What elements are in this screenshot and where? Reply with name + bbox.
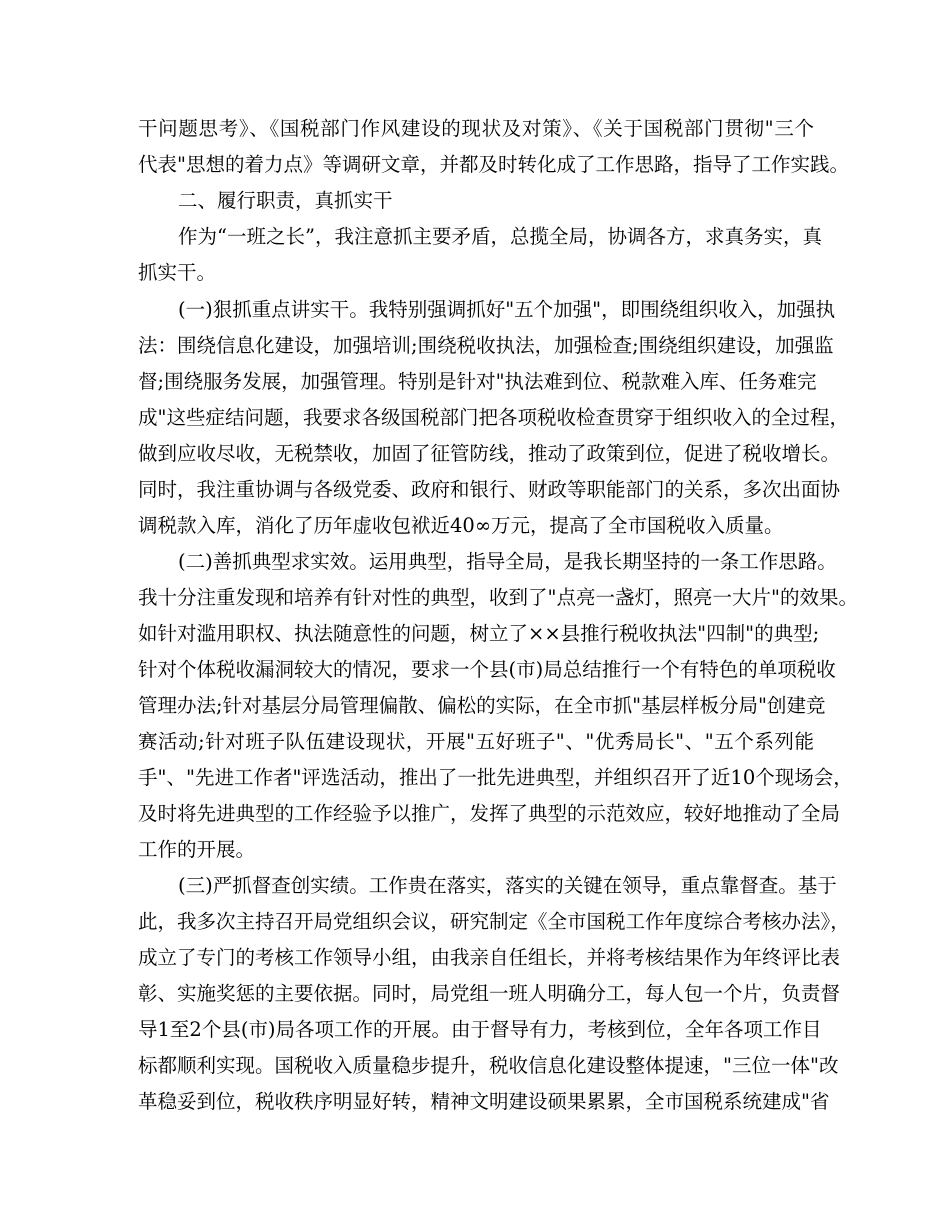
text-line: (二)善抓典型求实效。运用典型，指导全局，是我长期坚持的一条工作思路。 [178,550,837,573]
text-line: 成立了专门的考核工作领导小组，由我亲自任组长，并将考核结果作为年终评比表 [138,946,841,969]
text-line: 彰、实施奖惩的主要依据。同时，局党组一班人明确分工，每人包一个片，负责督 [138,982,841,1005]
text-line: 导1至2个县(市)局各项工作的开展。由于督导有力，考核到位，全年各项工作目 [138,1018,822,1041]
text-line: 调税款入库，消化了历年虚收包袱近40∞万元，提高了全市国税收入质量。 [138,514,784,537]
text-line: 督;围绕服务发展，加强管理。特别是针对"执法难到位、税款难入库、任务难完 [138,370,817,393]
text-line: 管理办法;针对基层分局管理偏散、偏松的实际，在全市抓"基层样板分局"创建竞 [138,694,826,717]
text-line: 工作的开展。 [138,838,256,861]
text-line: 针对个体税收漏洞较大的情况，要求一个县(市)局总结推行一个有特色的单项税收 [138,658,836,681]
text-line: 手"、"先进工作者"评选活动，推出了一批先进典型，并组织召开了近10个现场会， [138,766,853,789]
text-line: 法：围绕信息化建设，加强培训;围绕税收执法，加强检查;围绕组织建设，加强监 [138,334,834,357]
text-line: 我十分注重发现和培养有针对性的典型，收到了"点亮一盏灯，照亮一大片"的效果。 [138,586,858,609]
text-line: (一)狠抓重点讲实干。我特别强调抓好"五个加强"，即围绕组织收入，加强执 [178,298,836,321]
text-line: 同时，我注重协调与各级党委、政府和银行、财政等职能部门的关系，多次出面协 [138,478,841,501]
text-line: 此，我多次主持召开局党组织会议，研究制定《全市国税工作年度综合考核办法》， [138,910,850,933]
text-line: 革稳妥到位，税收秩序明显好转，精神文明建设硕果累累，全市国税系统建成"省 [138,1090,830,1113]
section-heading: 二、履行职责，真抓实干 [178,189,393,212]
text-line: (三)严抓督查创实绩。工作贵在落实，落实的关键在领导，重点靠督查。基于 [178,874,837,897]
text-line: 抓实干。 [138,261,217,284]
text-line: 赛活动;针对班子队伍建设现状，开展"五好班子"、"优秀局长"、"五个系列能 [138,730,814,753]
text-line: 如针对滥用职权、执法随意性的问题，树立了××县推行税收执法"四制"的典型; [138,622,820,645]
text-line: 做到应收尽收，无税禁收，加固了征管防线，推动了政策到位，促进了税收增长。 [138,442,841,465]
text-line: 干问题思考》、《国税部门作风建设的现状及对策》、《关于国税部门贯彻"三个 [138,117,814,140]
text-line: 标都顺利实现。国税收入质量稳步提升，税收信息化建设整体提速，"三位一体"改 [138,1054,839,1077]
text-line: 及时将先进典型的工作经验予以推广，发挥了典型的示范效应，较好地推动了全局 [138,802,841,825]
text-line: 作为“一班之长”，我注意抓主要矛盾，总揽全局，协调各方，求真务实，真 [178,225,822,248]
text-line: 成"这些症结问题，我要求各级国税部门把各项税收检查贯穿于组织收入的全过程， [138,406,849,429]
text-line: 代表"思想的着力点》等调研文章，并都及时转化成了工作思路，指导了工作实践。 [138,153,849,176]
